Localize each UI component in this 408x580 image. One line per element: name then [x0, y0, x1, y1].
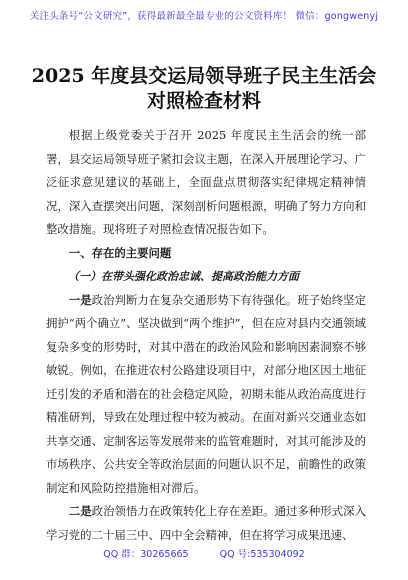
section-heading: 一、存在的主要问题 [68, 245, 172, 260]
document-body [46, 124, 366, 547]
footer-qq-number: QQ 号:535304092 [219, 549, 305, 560]
footer [0, 546, 408, 560]
footer-qq-group: QQ 群：30265665 [103, 549, 189, 560]
subsection-heading: （一）在带头强化政治忠诚、提高政治能力方面 [68, 270, 299, 283]
point-1-text: 政治判断力在复杂交通形势下有待强化。班子始终坚定拥护“两个确立”、坚决做到“两个维护”，但在应对县内交通领域复杂多变的形势时，对其中潜在的政治风险和影响因素洞察不够敏锐。例如，在推进农村公路建设项目中，对部分地区因土地征迁引发的矛盾和潜在的社会稳定风险，初期未能从政治高度进行精准研判，导致在处理过程中较为被动。在面对新兴交通业态如共享交通、定制客运等发展带来的监管难题时，对其可能涉及的市场秩序、公共安全等政治层面的问题认识不足，前瞻性的政策制定和风险防控措施相对滞后。 [46, 292, 366, 495]
title-line-2: 对照检查材料 [146, 90, 261, 112]
paragraph-point-1 [46, 289, 366, 501]
header-banner: 关注头条号“公文研究”，获得最新最全最专业的公文资料库！ 微信：gongwenyj [29, 11, 379, 22]
title-line-1: 2025 年度县交运局领导班子民主生活会 [31, 65, 377, 87]
intro-paragraph: 根据上级党委关于召开 2025 年度民主生活会的统一部署，县交运局领导班子紧扣会议主题，在深入开展理论学习、广泛征求意见建议的基础上，全面盘点贯彻落实纪律规定精神情况，深入查摆突出问题，深刻剖析问题根源，明确了努力方向和整改措施。现将班子对照检查情况报告如下。 [46, 128, 366, 236]
point-2-text: 政治领悟力在政策转化上存在差距。通过多种形式深入学习党的二十届三中、四中全会精神，但在将学习成果迅速、 [46, 504, 366, 542]
document-title [0, 64, 408, 114]
point-2-lead: 二是 [68, 504, 92, 518]
point-1-lead: 一是 [68, 292, 92, 307]
paragraph-point-2 [46, 500, 366, 547]
